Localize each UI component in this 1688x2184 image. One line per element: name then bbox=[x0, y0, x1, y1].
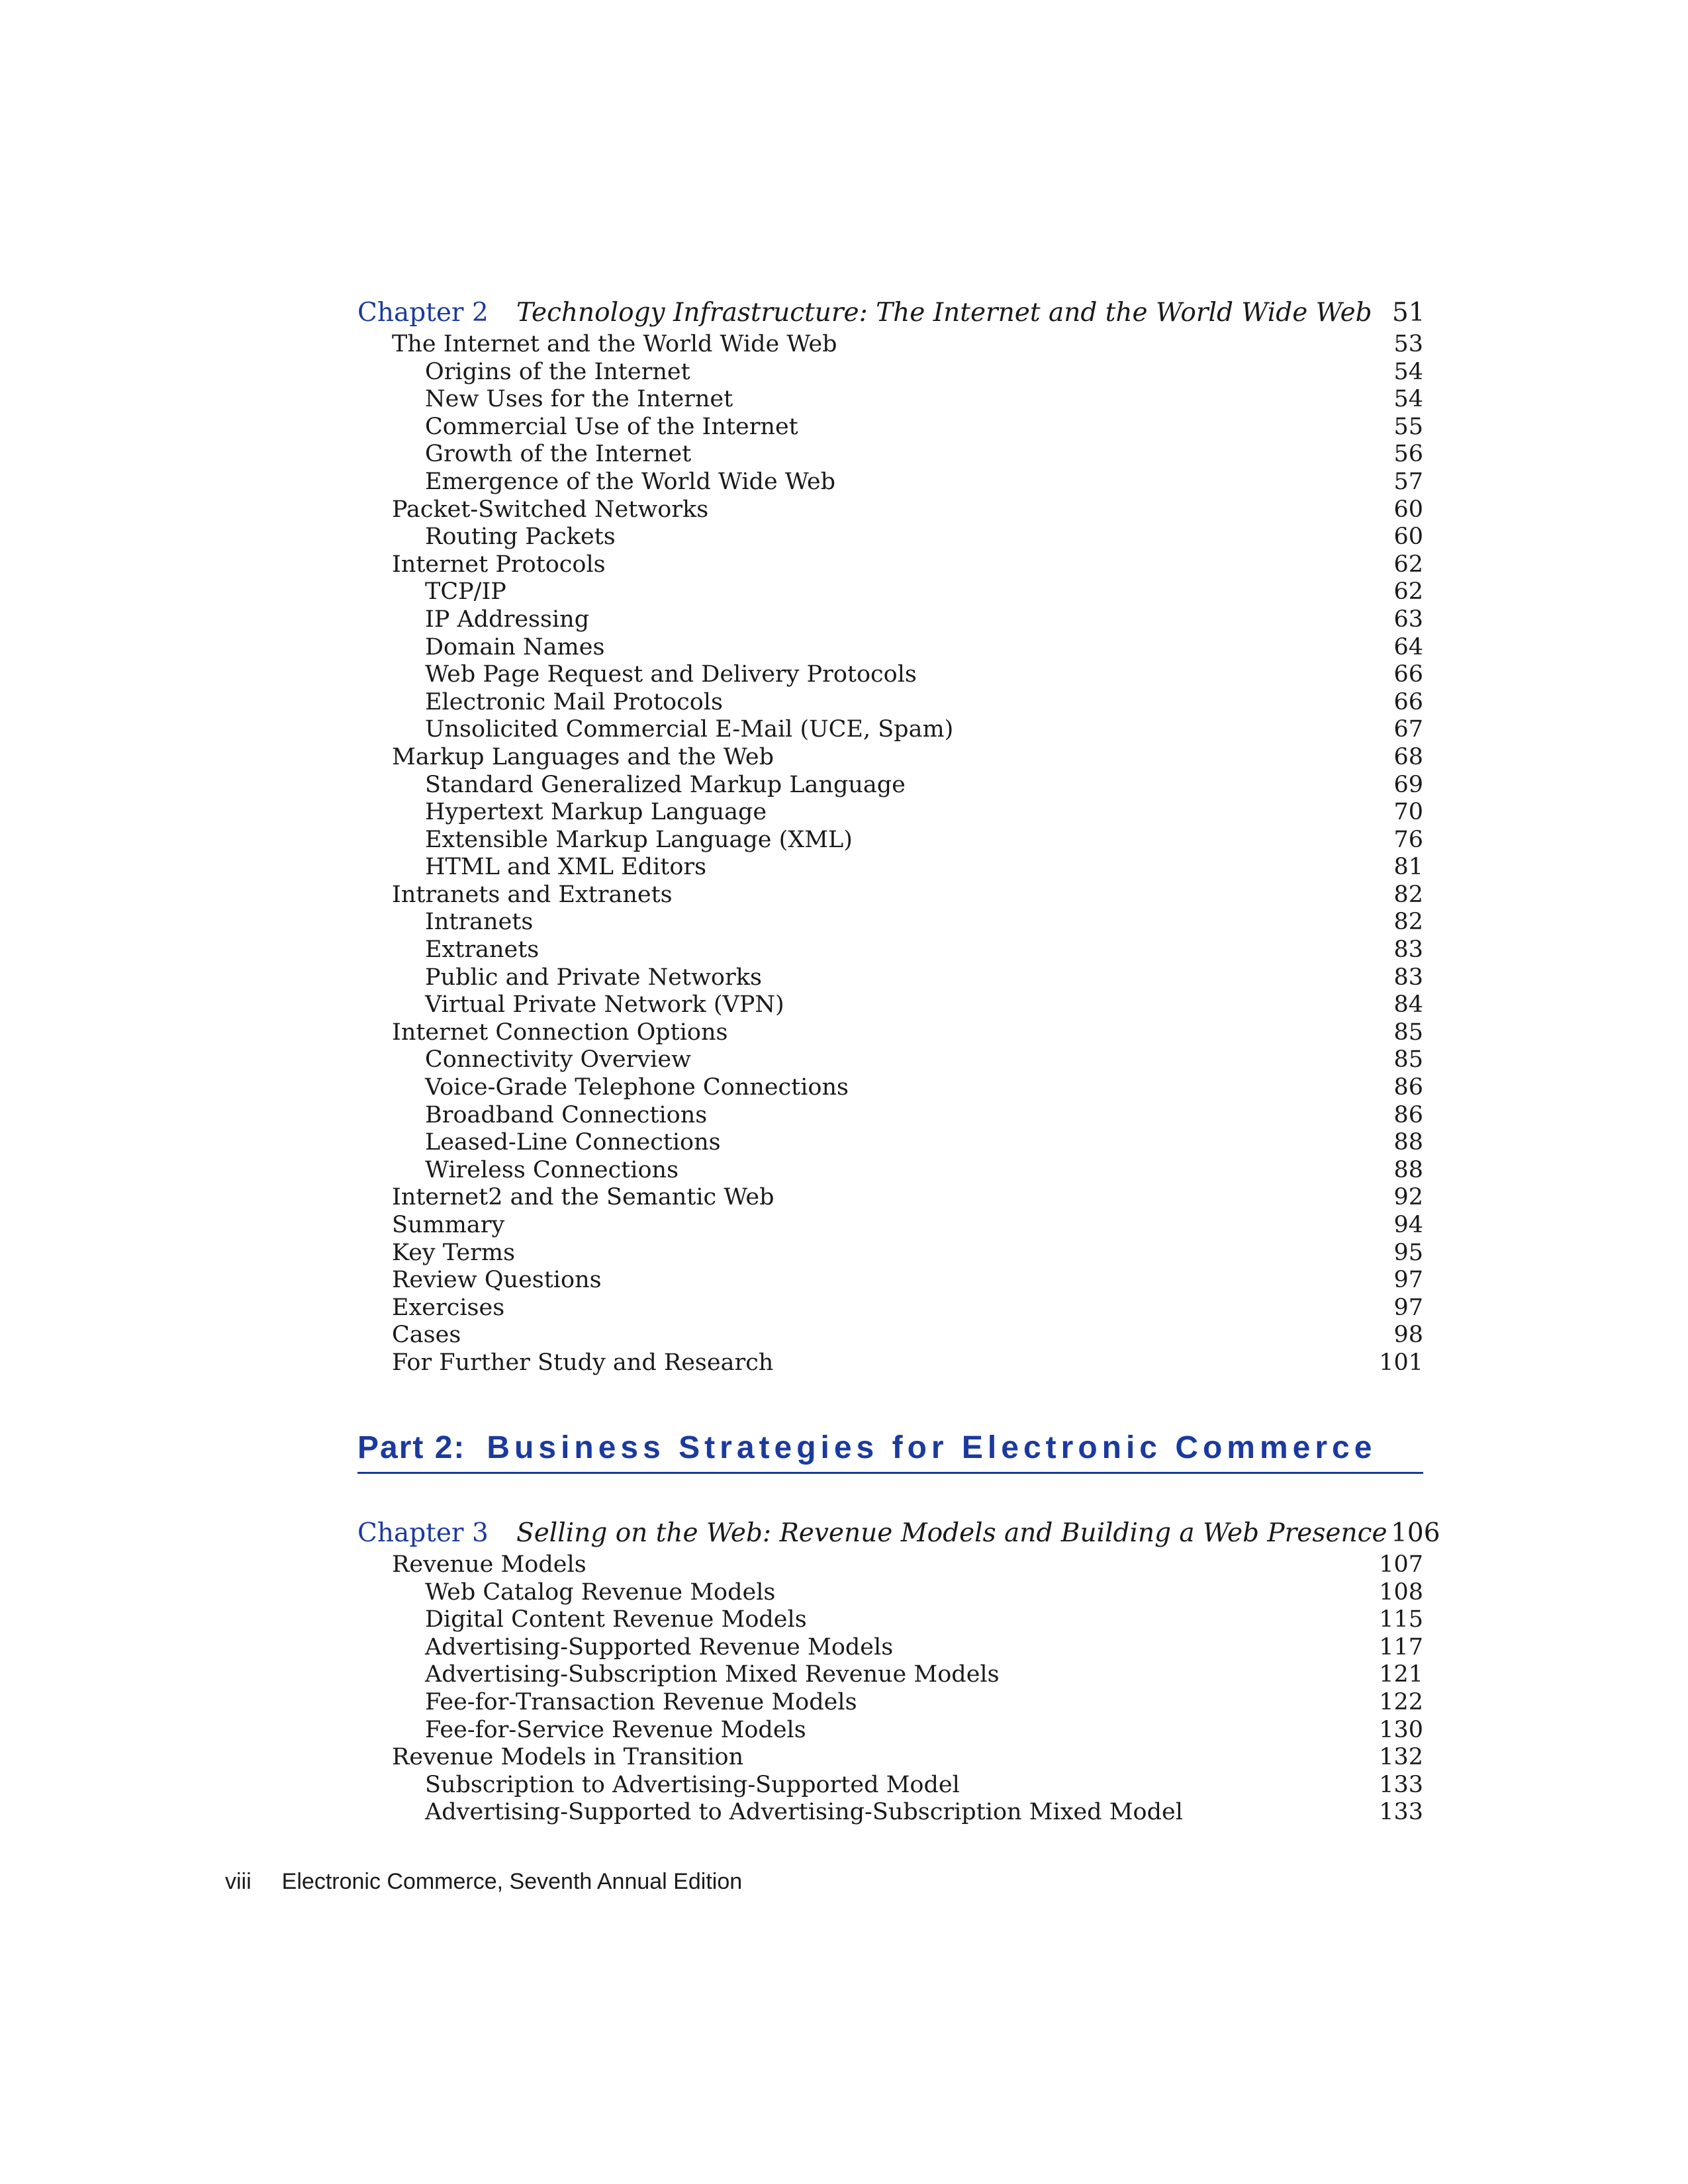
toc-entry-label: Fee-for-Service Revenue Models bbox=[425, 1716, 806, 1743]
toc-entry-label: Advertising-Subscription Mixed Revenue Models bbox=[425, 1661, 1000, 1688]
part-2-heading bbox=[357, 1424, 1423, 1474]
toc-entry bbox=[357, 1184, 1423, 1212]
toc-entry-label: Digital Content Revenue Models bbox=[425, 1606, 807, 1633]
toc-entry bbox=[357, 1157, 1423, 1185]
toc-entry-label: Internet2 and the Semantic Web bbox=[392, 1184, 774, 1211]
toc-entry bbox=[357, 523, 1423, 551]
toc-entry-page: 122 bbox=[1379, 1688, 1423, 1715]
toc-entry bbox=[357, 772, 1423, 799]
toc-entry-page: 82 bbox=[1393, 881, 1423, 908]
toc-entry-page: 70 bbox=[1393, 799, 1423, 826]
chapter-3-toc bbox=[357, 1516, 1440, 1827]
toc-entry bbox=[357, 441, 1423, 469]
toc-entry-label: Leased-Line Connections bbox=[425, 1129, 721, 1156]
toc-entry bbox=[357, 991, 1423, 1019]
toc-entry-page: 88 bbox=[1393, 1156, 1423, 1183]
toc-entry-label: Wireless Connections bbox=[425, 1156, 679, 1183]
page-folio: viii bbox=[225, 1869, 252, 1894]
toc-entry-page: 88 bbox=[1393, 1129, 1423, 1156]
toc-entry bbox=[357, 1102, 1423, 1130]
toc-entry bbox=[357, 909, 1423, 936]
toc-entry-label: Markup Languages and the Web bbox=[392, 743, 774, 770]
toc-entry-label: Fee-for-Transaction Revenue Models bbox=[425, 1688, 857, 1715]
toc-entry bbox=[357, 1744, 1423, 1772]
toc-entry-page: 60 bbox=[1393, 496, 1423, 523]
toc-entry-label: Review Questions bbox=[392, 1267, 602, 1294]
toc-entry bbox=[357, 661, 1423, 689]
toc-entry-label: Internet Connection Options bbox=[392, 1019, 728, 1046]
toc-entry-page: 54 bbox=[1393, 386, 1423, 413]
part-number: Part 2: bbox=[357, 1430, 466, 1465]
toc-entry-label: Emergence of the World Wide Web bbox=[425, 468, 836, 495]
toc-entry-page: 84 bbox=[1393, 991, 1423, 1019]
toc-entry-label: Electronic Mail Protocols bbox=[425, 688, 723, 715]
toc-entry-page: 133 bbox=[1379, 1771, 1423, 1798]
toc-entry-label: TCP/IP bbox=[425, 578, 506, 606]
toc-entry bbox=[357, 1689, 1423, 1717]
toc-entry-page: 55 bbox=[1393, 413, 1423, 440]
toc-entry bbox=[357, 634, 1423, 662]
chapter-2-label: Chapter 2 bbox=[357, 298, 489, 328]
toc-entry-label: Hypertext Markup Language bbox=[425, 799, 767, 826]
toc-entry-page: 121 bbox=[1379, 1661, 1423, 1688]
toc-entry-page: 82 bbox=[1393, 909, 1423, 936]
chapter-2-title: Technology Infrastructure: The Internet and the World Wide Web bbox=[516, 298, 1372, 328]
toc-entry bbox=[357, 1240, 1423, 1267]
toc-entry-label: Web Page Request and Delivery Protocols bbox=[425, 661, 917, 688]
toc-entry-label: Unsolicited Commercial E-Mail (UCE, Spam) bbox=[425, 716, 954, 743]
toc-entry bbox=[357, 606, 1423, 634]
toc-entry bbox=[357, 936, 1423, 964]
toc-entry-page: 107 bbox=[1379, 1551, 1423, 1578]
toc-entry bbox=[357, 1295, 1423, 1322]
toc-entry bbox=[357, 1772, 1423, 1799]
toc-entry bbox=[357, 1717, 1423, 1745]
toc-entry bbox=[357, 414, 1423, 441]
toc-entry bbox=[357, 1349, 1423, 1377]
toc-entry bbox=[357, 1551, 1423, 1579]
toc-entry-label: Advertising-Supported to Advertising-Subscription Mixed Model bbox=[425, 1799, 1183, 1826]
toc-entry-page: 108 bbox=[1379, 1578, 1423, 1606]
toc-entry bbox=[357, 1634, 1423, 1662]
toc-entry-page: 97 bbox=[1393, 1267, 1423, 1294]
toc-entry-page: 86 bbox=[1393, 1101, 1423, 1128]
toc-entry-label: Domain Names bbox=[425, 633, 605, 660]
toc-entry-page: 133 bbox=[1379, 1799, 1423, 1826]
toc-entry bbox=[357, 469, 1423, 496]
toc-entry-page: 95 bbox=[1393, 1239, 1423, 1266]
toc-entry-page: 69 bbox=[1393, 771, 1423, 798]
book-title: Electronic Commerce, Seventh Annual Edition bbox=[281, 1869, 743, 1894]
chapter-3-heading bbox=[357, 1516, 1440, 1551]
toc-entry bbox=[357, 1799, 1423, 1827]
toc-entry-page: 101 bbox=[1379, 1349, 1423, 1376]
toc-entry-page: 76 bbox=[1393, 826, 1423, 853]
toc-entry-label: Commercial Use of the Internet bbox=[425, 413, 798, 440]
toc-entry-page: 98 bbox=[1393, 1322, 1423, 1349]
toc-entry bbox=[357, 964, 1423, 992]
toc-entry-page: 86 bbox=[1393, 1074, 1423, 1101]
toc-entry bbox=[357, 1129, 1423, 1157]
chapter-2-toc bbox=[357, 295, 1423, 1377]
toc-entry bbox=[357, 1661, 1423, 1689]
toc-entry-page: 130 bbox=[1379, 1716, 1423, 1743]
chapter-2-heading bbox=[357, 295, 1423, 331]
toc-entry bbox=[357, 854, 1423, 882]
toc-entry bbox=[357, 551, 1423, 579]
toc-entry-label: Revenue Models bbox=[392, 1551, 586, 1578]
toc-entry bbox=[357, 1267, 1423, 1295]
toc-entry-label: Virtual Private Network (VPN) bbox=[425, 991, 784, 1019]
toc-entry-label: Extranets bbox=[425, 936, 539, 964]
toc-entry-page: 66 bbox=[1393, 688, 1423, 715]
toc-entry-page: 57 bbox=[1393, 468, 1423, 495]
toc-entry-page: 94 bbox=[1393, 1212, 1423, 1238]
toc-entry-page: 66 bbox=[1393, 661, 1423, 688]
toc-entry-label: HTML and XML Editors bbox=[425, 854, 707, 881]
chapter-3-title: Selling on the Web: Revenue Models and Building a Web Presence bbox=[516, 1518, 1387, 1548]
toc-entry-label: For Further Study and Research bbox=[392, 1349, 774, 1376]
toc-entry-page: 64 bbox=[1393, 633, 1423, 660]
toc-entry-page: 62 bbox=[1393, 578, 1423, 606]
toc-entry-label: Key Terms bbox=[392, 1239, 516, 1266]
toc-entry bbox=[357, 386, 1423, 414]
toc-entry bbox=[357, 882, 1423, 909]
toc-entry-label: The Internet and the World Wide Web bbox=[392, 331, 837, 357]
toc-entry bbox=[357, 1074, 1423, 1102]
toc-entry-page: 60 bbox=[1393, 523, 1423, 551]
toc-entry bbox=[357, 1579, 1423, 1607]
toc-entry-label: Origins of the Internet bbox=[425, 358, 690, 385]
toc-entry bbox=[357, 331, 1423, 359]
toc-entry-label: Connectivity Overview bbox=[425, 1046, 691, 1073]
toc-entry-label: Intranets bbox=[425, 909, 534, 936]
toc-entry-page: 83 bbox=[1393, 936, 1423, 964]
toc-entry-label: Cases bbox=[392, 1322, 461, 1349]
chapter-3-page: 106 bbox=[1391, 1518, 1440, 1548]
toc-entry-label: Advertising-Supported Revenue Models bbox=[425, 1633, 894, 1661]
toc-entry bbox=[357, 1606, 1423, 1634]
toc-entry-page: 85 bbox=[1393, 1019, 1423, 1046]
toc-entry bbox=[357, 744, 1423, 772]
toc-entry-label: Subscription to Advertising-Supported Model bbox=[425, 1771, 960, 1798]
toc-entry-page: 54 bbox=[1393, 358, 1423, 385]
toc-entry-label: Intranets and Extranets bbox=[392, 881, 673, 908]
part-title: Business Strategies for Electronic Commerce bbox=[487, 1430, 1377, 1465]
toc-entry-label: Internet Protocols bbox=[392, 551, 606, 578]
toc-entry-label: Summary bbox=[392, 1212, 505, 1238]
toc-entry bbox=[357, 1046, 1423, 1074]
toc-entry-label: Web Catalog Revenue Models bbox=[425, 1578, 776, 1606]
toc-entry-label: Growth of the Internet bbox=[425, 441, 692, 468]
toc-entry-label: Voice-Grade Telephone Connections bbox=[425, 1074, 849, 1101]
toc-entry bbox=[357, 1019, 1423, 1047]
chapter-3-label: Chapter 3 bbox=[357, 1518, 489, 1548]
toc-entry bbox=[357, 496, 1423, 524]
toc-entry-page: 97 bbox=[1393, 1294, 1423, 1321]
toc-entry-page: 92 bbox=[1393, 1184, 1423, 1211]
toc-entry-page: 68 bbox=[1393, 743, 1423, 770]
toc-entry-label: Public and Private Networks bbox=[425, 964, 762, 991]
toc-entry-page: 56 bbox=[1393, 441, 1423, 468]
toc-entry bbox=[357, 578, 1423, 606]
toc-entry bbox=[357, 827, 1423, 854]
toc-entry-page: 115 bbox=[1379, 1606, 1423, 1633]
toc-entry bbox=[357, 359, 1423, 387]
toc-entry-page: 63 bbox=[1393, 606, 1423, 633]
toc-entry-label: Extensible Markup Language (XML) bbox=[425, 826, 853, 853]
page-footer bbox=[225, 1869, 742, 1895]
toc-entry-label: New Uses for the Internet bbox=[425, 386, 733, 413]
toc-entry-page: 81 bbox=[1393, 854, 1423, 881]
toc-entry-page: 62 bbox=[1393, 551, 1423, 578]
toc-entry-label: Packet-Switched Networks bbox=[392, 496, 709, 523]
toc-entry-label: Routing Packets bbox=[425, 523, 616, 551]
toc-entry bbox=[357, 1212, 1423, 1240]
toc-entry-page: 132 bbox=[1379, 1744, 1423, 1771]
toc-entry bbox=[357, 1322, 1423, 1349]
toc-entry-label: IP Addressing bbox=[425, 606, 590, 633]
toc-entry-page: 83 bbox=[1393, 964, 1423, 991]
toc-entry-label: Broadband Connections bbox=[425, 1101, 708, 1128]
toc-entry-page: 53 bbox=[1393, 331, 1423, 357]
toc-entry-label: Revenue Models in Transition bbox=[392, 1744, 744, 1771]
toc-entry-label: Standard Generalized Markup Language bbox=[425, 771, 906, 798]
toc-entry-label: Exercises bbox=[392, 1294, 505, 1321]
toc-entry-page: 117 bbox=[1379, 1633, 1423, 1661]
chapter-2-page: 51 bbox=[1391, 298, 1425, 328]
toc-entry bbox=[357, 716, 1423, 744]
toc-entry bbox=[357, 689, 1423, 717]
toc-entry-page: 67 bbox=[1393, 716, 1423, 743]
toc-entry bbox=[357, 799, 1423, 827]
toc-entry-page: 85 bbox=[1393, 1046, 1423, 1073]
